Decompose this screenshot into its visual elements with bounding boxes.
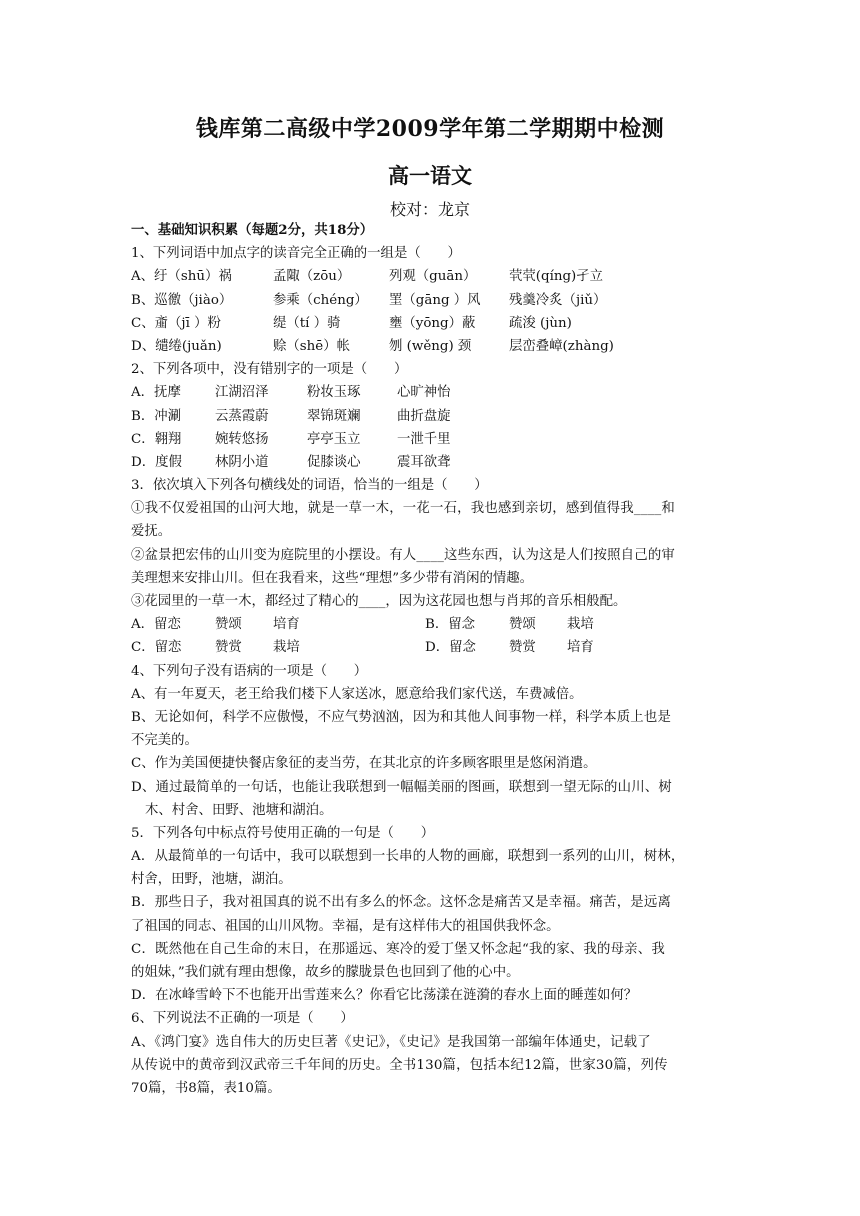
option-cell: 促膝谈心 (307, 454, 361, 470)
option-cell: C．留恋 (131, 640, 182, 656)
option-cell: 栽培 (567, 617, 594, 633)
option-cell: 茕茕(qíng)孑立 (509, 269, 604, 285)
option-cell: 刎 (wěng) 颈 (389, 338, 472, 354)
question-5-option-a-cont: 村舍，田野，池塘，湖泊。 (131, 872, 292, 888)
question-2-option-b (131, 405, 731, 428)
option-cell: 培育 (567, 640, 594, 656)
question-3-sentence-2: ②盆景把宏伟的山川变为庭院里的小摆设。有人____这些东西，认为这是人们按照自己的审 (131, 547, 676, 563)
option-cell: A．抚摩 (131, 385, 181, 401)
option-cell: 曲折盘旋 (397, 408, 451, 424)
question-2-option-d (131, 451, 731, 474)
question-5-stem: 5．下列各句中标点符号使用正确的一句是（ ） (131, 825, 435, 841)
option-cell: 栽培 (273, 640, 300, 656)
question-4-option-c: C、作为美国便捷快餐店象征的麦当劳，在其北京的许多顾客眼里是悠闲消遣。 (131, 756, 597, 772)
question-5-option-c-cont: 的姐妹，”我们就有理由想像，故乡的朦胧景色也回到了他的心中。 (131, 965, 520, 980)
option-cell: 粉妆玉琢 (307, 385, 361, 401)
question-5-option-a: A．从最简单的一句话中，我可以联想到一长串的人物的画廊，联想到一系列的山川，树林， (131, 849, 685, 865)
subject-title: 高一语文 (388, 163, 472, 188)
option-cell: 亭亭玉立 (307, 431, 361, 447)
option-cell: C．翱翔 (131, 431, 182, 447)
option-cell: 培育 (273, 617, 300, 633)
question-2-option-c (131, 428, 731, 451)
option-cell: A．留恋 (131, 617, 181, 633)
option-cell: 赞颂 (509, 617, 536, 633)
question-4-option-b: B、无论如何，科学不应傲慢，不应气势汹汹，因为和其他人间事物一样，科学本质上也是 (131, 709, 672, 725)
option-cell: 赞赏 (215, 640, 242, 656)
section-heading: 一、基础知识积累（每题2分，共18分） (131, 222, 374, 238)
question-6-option-a-cont: 从传说中的黄帝到汉武帝三千年间的历史。全书130篇，包括本纪12篇，世家30篇，列传 (131, 1057, 668, 1073)
question-1-stem: 1、下列词语中加点字的读音完全正确的一组是（ ） (131, 246, 461, 262)
option-cell: 残羹冷炙（jiǔ） (509, 292, 607, 308)
option-cell: 江湖沼泽 (215, 385, 269, 401)
option-cell: D．度假 (131, 454, 182, 470)
option-cell: B．留念 (425, 617, 476, 633)
question-4-option-a: A、有一年夏天，老王给我们楼下人家送冰，愿意给我们家代送，车费减倍。 (131, 686, 583, 702)
option-cell: 孟陬（zōu） (273, 269, 351, 285)
option-cell: 缇（tí ）骑 (273, 315, 341, 331)
question-1-option-d (131, 335, 731, 358)
option-cell: 层峦叠嶂(zhàng) (509, 338, 614, 354)
option-cell: D．留念 (425, 640, 476, 656)
option-cell: 赞颂 (215, 617, 242, 633)
question-2-option-a (131, 381, 731, 404)
option-cell: 疏浚 (jùn) (509, 315, 572, 331)
option-cell: D、缱绻(juǎn) (131, 338, 222, 354)
question-6-option-a: A、《鸿门宴》选自伟大的历史巨著《史记》，《史记》是我国第一部编年体通史，记载了 (131, 1034, 651, 1050)
option-cell: 林阴小道 (215, 454, 269, 470)
question-6-stem: 6、下列说法不正确的一项是（ ） (131, 1011, 354, 1027)
question-1-option-a (131, 265, 731, 288)
question-3-sentence-1: ①我不仅爱祖国的山河大地，就是一草一木，一花一石，我也感到亲切，感到值得我____和 (131, 501, 676, 517)
option-cell: 壅（yōng）蔽 (389, 315, 476, 331)
option-cell: 翠锦斑斓 (307, 408, 361, 424)
question-3-options-cd (131, 636, 731, 659)
option-cell: 云蒸霞蔚 (215, 408, 269, 424)
question-6-option-a-cont-2: 70篇，书8篇，表10篇。 (131, 1080, 281, 1096)
question-3-sentence-2-cont: 美理想来安排山川。但在我看来，这些“理想”多少带有消闲的情趣。 (131, 570, 534, 586)
question-1-option-b (131, 289, 731, 312)
question-5-option-b-cont: 了祖国的同志、祖国的山川风物。幸福，是有这样伟大的祖国供我怀念。 (131, 918, 560, 934)
question-5-option-c: C．既然他在自己生命的末日，在那遥远、寒冷的爱丁堡又怀念起“我的家、我的母亲、我 (131, 941, 665, 957)
question-4-option-d: D、通过最简单的一句话，也能让我联想到一幅幅美丽的图画，联想到一望无际的山川、树 (131, 779, 672, 795)
option-cell: 一泄千里 (397, 431, 451, 447)
option-cell: B．冲涮 (131, 408, 182, 424)
option-cell: B、巡徼（jiào） (131, 292, 233, 308)
question-3-stem: 3．依次填入下列各句横线处的词语，恰当的一组是（ ） (131, 478, 488, 494)
option-cell: 赞赏 (509, 640, 536, 656)
option-cell: 震耳欲聋 (397, 454, 451, 470)
question-3-sentence-1-cont: 爱抚。 (131, 524, 172, 540)
option-cell: 婉转悠扬 (215, 431, 269, 447)
question-4-option-d-cont: 木、村舍、田野、池塘和湖泊。 (145, 802, 333, 818)
exam-title: 钱库第二高级中学2009学年第二学期期中检测 (195, 116, 665, 142)
proofreader-line: 校对：龙京 (389, 200, 470, 219)
question-3-options-ab (131, 613, 731, 636)
question-4-option-b-cont: 不完美的。 (131, 733, 198, 749)
question-3-sentence-3: ③花园里的一草一木，都经过了精心的____，因为这花园也想与肖邦的音乐相般配。 (131, 594, 627, 609)
option-cell: 参乘（chéng） (273, 292, 368, 308)
question-2-stem: 2、下列各项中，没有错别字的一项是（ ） (131, 362, 408, 378)
exam-content (131, 219, 731, 1100)
option-cell: C、齑（jī ）粉 (131, 315, 221, 331)
option-cell: 罣（gāng ）风 (389, 292, 481, 308)
option-cell: 心旷神怡 (397, 385, 451, 401)
option-cell: A、纡（shū）祸 (131, 269, 232, 285)
question-4-stem: 4、下列句子没有语病的一项是（ ） (131, 663, 368, 679)
question-1-option-c (131, 312, 731, 335)
option-cell: 列观（guān） (389, 269, 477, 285)
question-5-option-b: B．那些日子，我对祖国真的说不出有多么的怀念。这怀念是痛苦又是幸福。痛苦，是远离 (131, 895, 672, 911)
question-5-option-d: D．在冰峰雪岭下不也能开出雪莲来么？你看它比荡漾在涟漪的春水上面的睡莲如何？ (131, 988, 638, 1004)
option-cell: 赊（shē）帐 (273, 338, 350, 354)
